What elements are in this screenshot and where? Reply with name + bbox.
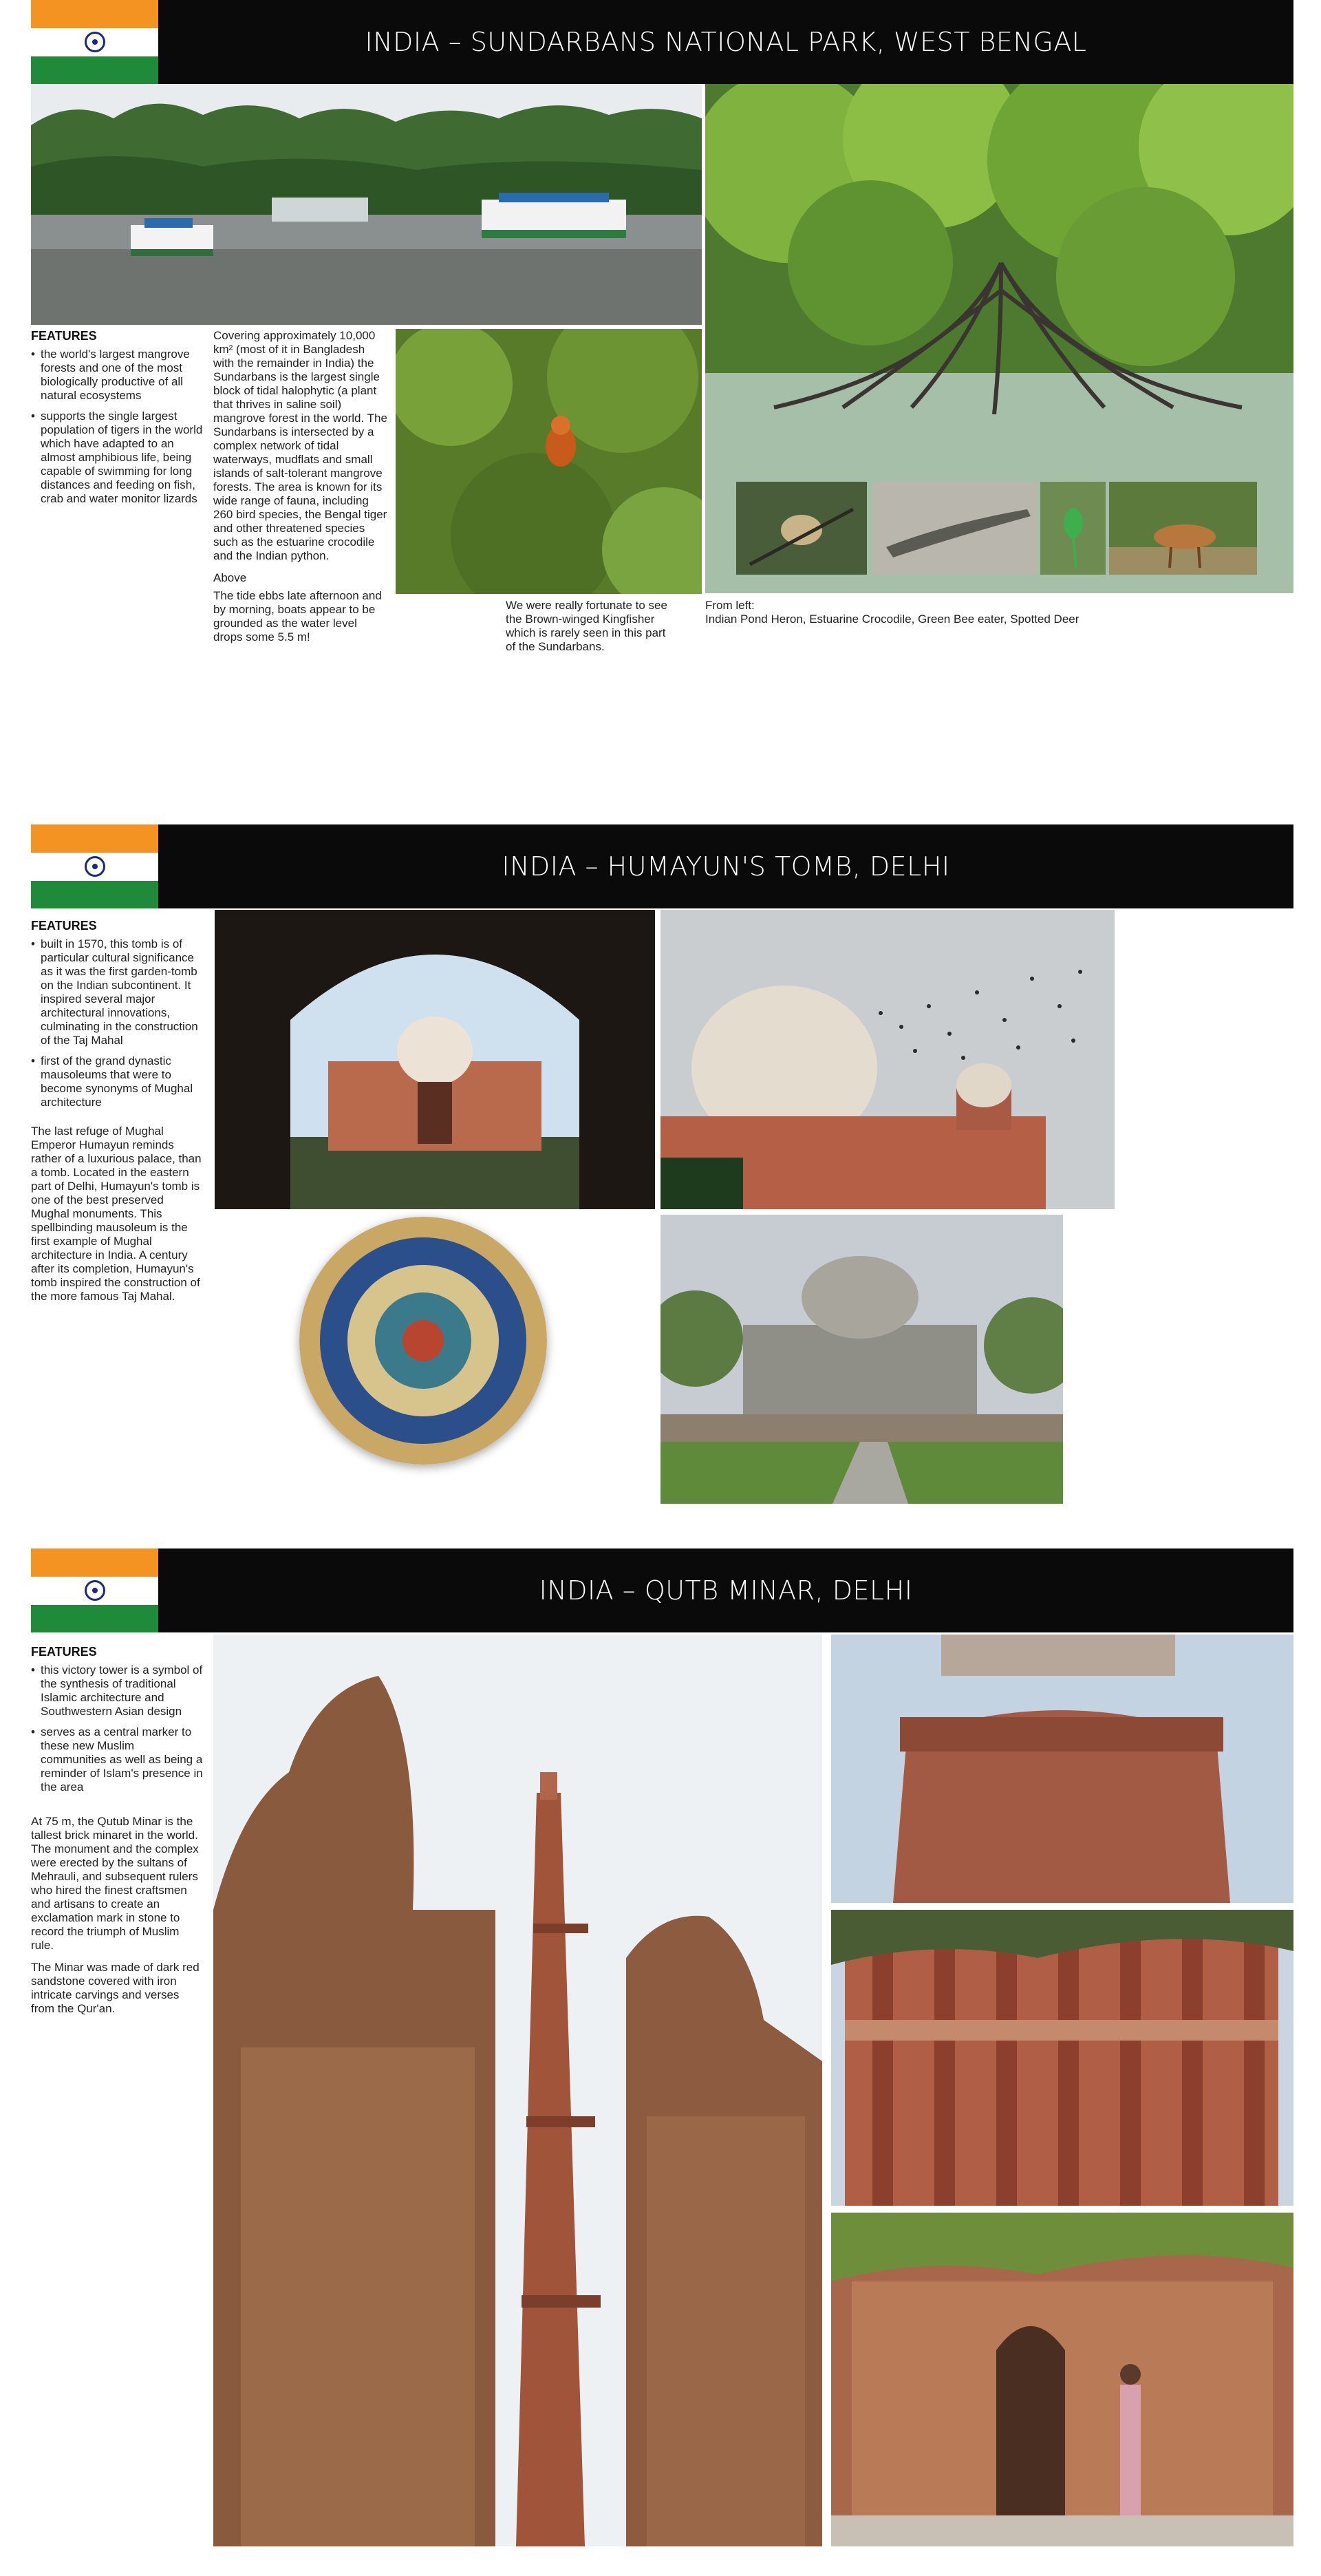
photo-qutb-minar-ruins [213, 1635, 822, 2546]
feature-item: • first of the grand dynastic mausoleums that were to become synonyms of Mughal architecture [31, 1054, 203, 1109]
features-column [31, 919, 203, 1303]
feature-item: • the world's largest mangrove forests and one of the most biologically productive of all natural ecosystems [31, 348, 203, 403]
section-title-bar [158, 824, 1293, 908]
photo-carved-wall-with-visitor [831, 2213, 1293, 2546]
animals-caption [705, 599, 1187, 626]
photo-spotted-deer [1109, 482, 1257, 575]
features-heading: FEATURES [31, 329, 97, 343]
section-title-bar [158, 1548, 1293, 1632]
feature-item: • this victory tower is a symbol of the synthesis of traditional Islamic architecture and Southwestern Asian design [31, 1663, 203, 1718]
india-flag-icon [31, 1548, 158, 1632]
description-text: The Minar was made of dark red sandstone covered with iron intricate carvings and verses from the Qur'an. [31, 1961, 200, 2015]
photo-tomb-through-arch [215, 910, 655, 1209]
feature-item: • built in 1570, this tomb is of particular cultural significance as it was the first garden-tomb on the Indian subcontinent. It inspired several major architectural innovations, culminating in the construction of the Taj Mahal [31, 937, 203, 1047]
above-caption: The tide ebbs late afternoon and by morning, boats appear to be grounded as the water level drops some 5.5 m! [213, 589, 382, 643]
description-text: The last refuge of Mughal Emperor Humayun reminds rather of a luxurious palace, than a tomb. Located in the eastern part of Delhi, Humayun's tomb is one of the best preserved Mughal monuments. This spellbinding mausoleum is the first example of Mughal architecture in India. A century after its completion, Humayun's tomb inspired the construction of the more famous Taj Mahal. [31, 1125, 202, 1303]
features-heading: FEATURES [31, 1645, 97, 1659]
photo-minar-fluted-base [831, 1910, 1293, 2206]
photo-estuarine-crocodile [872, 482, 1038, 575]
feature-item: • serves as a central marker to these new Muslim communities as well as being a reminder of Islam's presence in the area [31, 1725, 203, 1794]
photo-boats-at-low-tide [31, 84, 702, 325]
photo-minar-balcony-detail [831, 1635, 1293, 1903]
ashoka-chakra-icon [85, 1580, 105, 1601]
photo-tomb-dome-with-birds [660, 910, 1115, 1209]
description-text: At 75 m, the Qutub Minar is the tallest brick minaret in the world. The monument and the complex were erected by the sultans of Mehrauli, and subsequent rulers who hired the finest craftsmen and artisans to create an exclamation mark in stone to record the triumph of Muslim rule. [31, 1815, 199, 1952]
ashoka-chakra-icon [85, 856, 105, 877]
features-column [31, 329, 203, 513]
ashoka-chakra-icon [85, 32, 105, 52]
kingfisher-caption: We were really fortunate to see the Brown-winged Kingfisher which is rarely seen in this part of the Sundarbans. [506, 599, 667, 653]
features-column [31, 1645, 203, 2024]
description-column [213, 329, 389, 652]
photo-isa-khan-tomb [660, 1215, 1063, 1504]
india-flag-icon [31, 0, 158, 84]
section-title: INDIA – QUTB MINAR, DELHI [539, 1575, 913, 1606]
feature-item: • supports the single largest population of tigers in the world which have adapted to an almost amphibious life, being capable of swimming for long distances and feeding on fish, crab and water monitor lizards [31, 409, 203, 506]
features-heading: FEATURES [31, 919, 97, 933]
from-left-label: From left: [705, 599, 755, 612]
section-title: INDIA – SUNDARBANS NATIONAL PARK, WEST BENGAL [365, 27, 1087, 57]
photo-brown-winged-kingfisher [396, 329, 702, 594]
above-label: Above [213, 571, 247, 584]
photo-mosaic-tile-plate [299, 1217, 547, 1465]
photo-green-bee-eater [1040, 482, 1106, 575]
section-title: INDIA – HUMAYUN'S TOMB, DELHI [502, 851, 950, 882]
description-text: Covering approximately 10,000 km² (most of it in Bangladesh with the remainder in India) the Sundarbans is the largest single block of tidal halophytic (a plant that thrives in saline soil) mangrove forest in the world. The Sundarbans is intersected by a complex network of tidal waterways, mudflats and small islands of salt-tolerant mangrove forests. The area is known for its wide range of fauna, including 260 bird species, the Bengal tiger and other threatened species such as the estuarine crocodile and the Indian python. [213, 329, 387, 562]
photo-indian-pond-heron [736, 482, 867, 575]
from-left-text: Indian Pond Heron, Estuarine Crocodile, Green Bee eater, Spotted Deer [705, 613, 1080, 626]
india-flag-icon [31, 824, 158, 908]
section-title-bar [158, 0, 1293, 84]
